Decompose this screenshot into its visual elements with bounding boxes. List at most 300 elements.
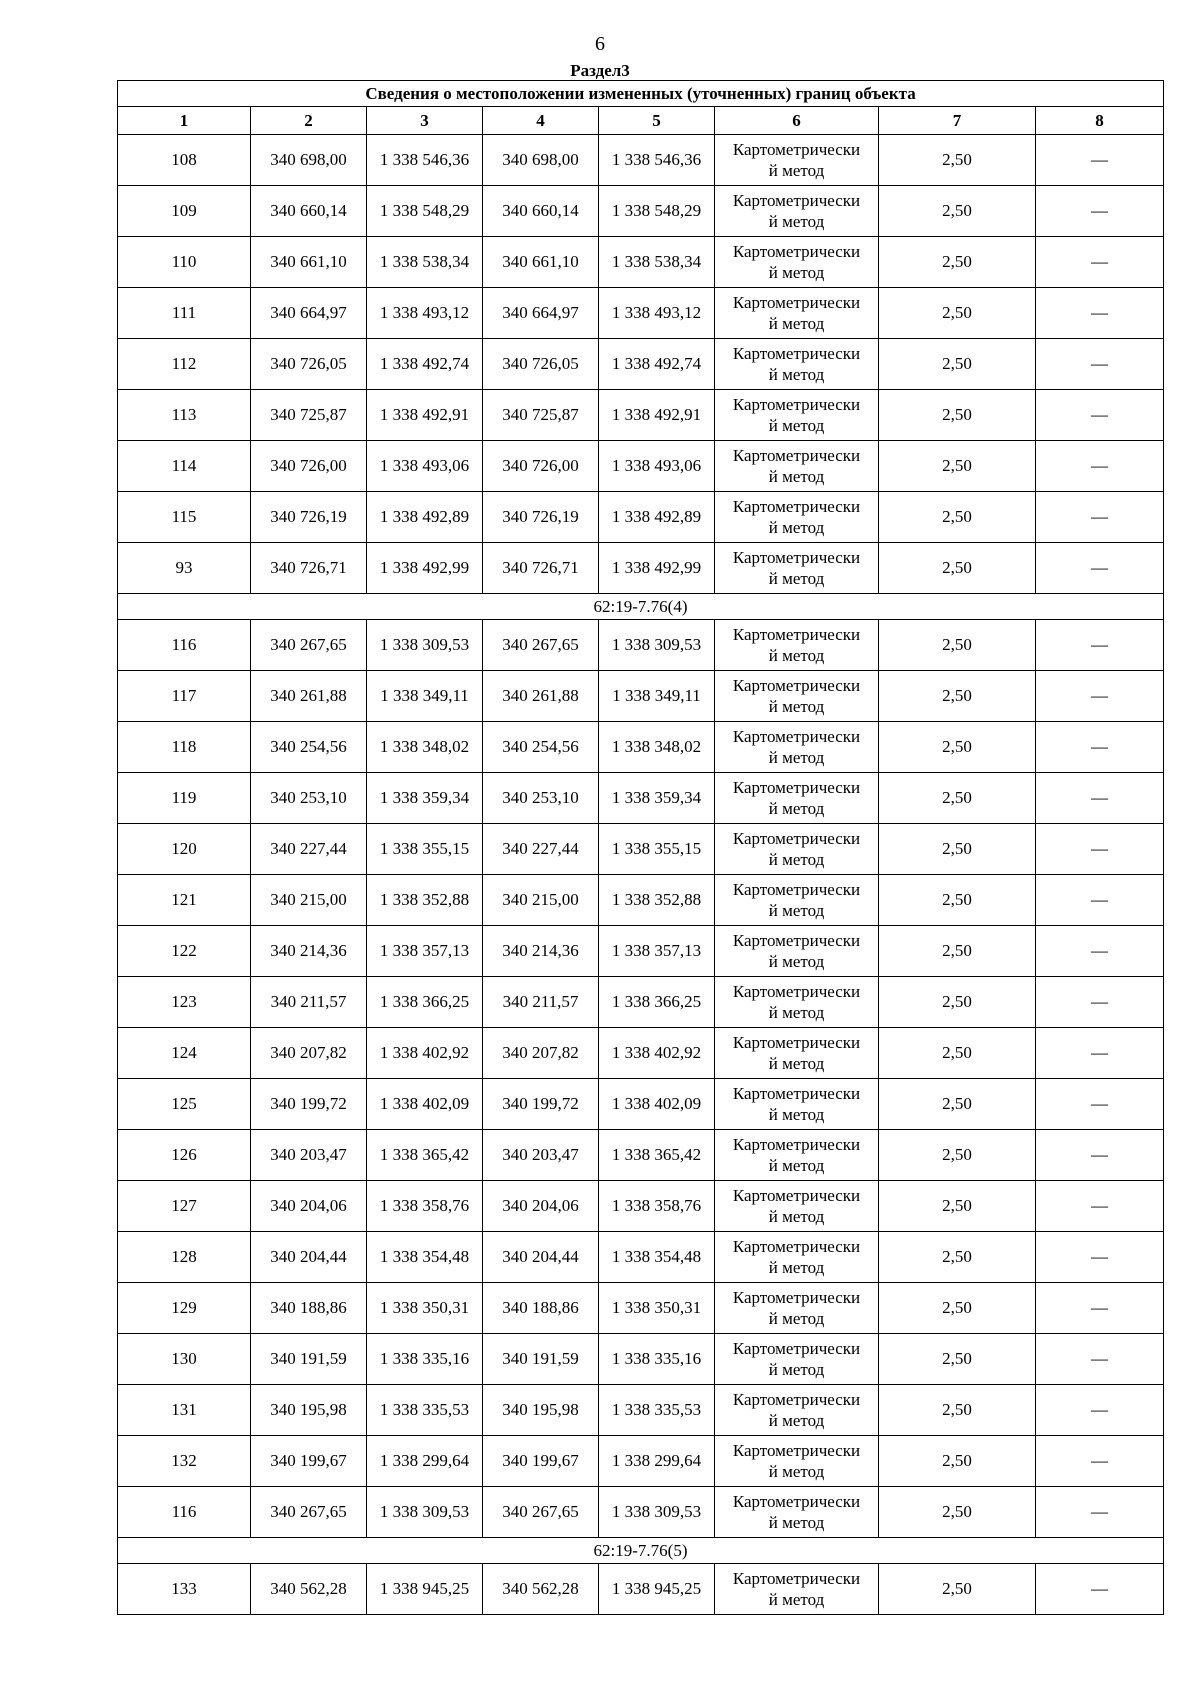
x-coordinate-cell: 340 267,65 [251,1487,367,1538]
y-coordinate-cell: 1 338 945,25 [599,1564,715,1615]
point-number-cell: 113 [118,390,251,441]
table-row [118,339,1164,390]
x-coordinate-cell: 340 562,28 [483,1564,599,1615]
description-cell: — [1036,620,1164,671]
x-coordinate-cell: 340 725,87 [483,390,599,441]
table-row [118,135,1164,186]
x-coordinate-cell: 340 204,44 [251,1232,367,1283]
point-number-cell: 131 [118,1385,251,1436]
accuracy-cell: 2,50 [879,1130,1036,1181]
accuracy-cell: 2,50 [879,620,1036,671]
method-text-line: Картометрически [732,982,861,1001]
coordinates-table [117,80,1164,1615]
description-cell: — [1036,186,1164,237]
point-number-cell: 117 [118,671,251,722]
x-coordinate-cell: 340 726,19 [251,492,367,543]
method-text-line: Картометрически [732,1135,861,1154]
y-coordinate-cell: 1 338 548,29 [599,186,715,237]
x-coordinate-cell: 340 267,65 [251,620,367,671]
point-number-cell: 125 [118,1079,251,1130]
method-text-line: Картометрически [732,1084,861,1103]
y-coordinate-cell: 1 338 546,36 [599,135,715,186]
description-cell: — [1036,441,1164,492]
x-coordinate-cell: 340 726,71 [483,543,599,594]
group-label: 62:19-7.76(5) [118,1538,1164,1564]
x-coordinate-cell: 340 253,10 [483,773,599,824]
y-coordinate-cell: 1 338 348,02 [599,722,715,773]
x-coordinate-cell: 340 726,71 [251,543,367,594]
point-number-cell: 133 [118,1564,251,1615]
x-coordinate-cell: 340 725,87 [251,390,367,441]
y-coordinate-cell: 1 338 402,09 [599,1079,715,1130]
description-cell: — [1036,339,1164,390]
x-coordinate-cell: 340 215,00 [483,875,599,926]
accuracy-cell: 2,50 [879,1487,1036,1538]
description-cell: — [1036,1564,1164,1615]
accuracy-cell: 2,50 [879,875,1036,926]
description-cell: — [1036,824,1164,875]
x-coordinate-cell: 340 253,10 [251,773,367,824]
y-coordinate-cell: 1 338 357,13 [367,926,483,977]
accuracy-cell: 2,50 [879,390,1036,441]
table-row [118,1564,1164,1615]
y-coordinate-cell: 1 338 309,53 [367,1487,483,1538]
x-coordinate-cell: 340 211,57 [483,977,599,1028]
column-header: 4 [483,107,599,135]
x-coordinate-cell: 340 726,05 [251,339,367,390]
method-text-line: й метод [768,1462,825,1481]
group-row [118,594,1164,620]
method-text-line: Картометрически [732,1492,861,1511]
table-row [118,1436,1164,1487]
method-text-line: й метод [768,1156,825,1175]
y-coordinate-cell: 1 338 359,34 [599,773,715,824]
point-number-cell: 109 [118,186,251,237]
method-cell [715,1079,879,1130]
description-cell: — [1036,1130,1164,1181]
x-coordinate-cell: 340 214,36 [251,926,367,977]
method-text-line: Картометрически [732,191,861,210]
point-number-cell: 120 [118,824,251,875]
y-coordinate-cell: 1 338 492,91 [367,390,483,441]
y-coordinate-cell: 1 338 335,16 [367,1334,483,1385]
x-coordinate-cell: 340 698,00 [483,135,599,186]
y-coordinate-cell: 1 338 366,25 [367,977,483,1028]
method-cell [715,543,879,594]
x-coordinate-cell: 340 726,00 [251,441,367,492]
description-cell: — [1036,1283,1164,1334]
method-cell [715,390,879,441]
point-number-cell: 121 [118,875,251,926]
point-number-cell: 108 [118,135,251,186]
y-coordinate-cell: 1 338 299,64 [599,1436,715,1487]
section-title: Раздел3 [570,61,630,80]
description-cell: — [1036,1385,1164,1436]
point-number-cell: 124 [118,1028,251,1079]
x-coordinate-cell: 340 726,00 [483,441,599,492]
column-header: 2 [251,107,367,135]
method-text-line: й метод [768,1590,825,1609]
table-row [118,543,1164,594]
x-coordinate-cell: 340 267,65 [483,620,599,671]
method-text-line: й метод [768,952,825,971]
x-coordinate-cell: 340 191,59 [251,1334,367,1385]
table-row [118,1232,1164,1283]
y-coordinate-cell: 1 338 492,89 [599,492,715,543]
description-cell: — [1036,288,1164,339]
y-coordinate-cell: 1 338 335,53 [599,1385,715,1436]
y-coordinate-cell: 1 338 492,89 [367,492,483,543]
point-number-cell: 110 [118,237,251,288]
point-number-cell: 119 [118,773,251,824]
table-row [118,492,1164,543]
method-cell [715,288,879,339]
y-coordinate-cell: 1 338 309,53 [599,1487,715,1538]
y-coordinate-cell: 1 338 357,13 [599,926,715,977]
method-text-line: й метод [768,467,825,486]
accuracy-cell: 2,50 [879,1079,1036,1130]
group-label: 62:19-7.76(4) [118,594,1164,620]
method-text-line: Картометрически [732,140,861,159]
method-cell [715,1564,879,1615]
y-coordinate-cell: 1 338 355,15 [599,824,715,875]
method-text-line: й метод [768,646,825,665]
method-cell [715,339,879,390]
method-text-line: Картометрически [732,497,861,516]
x-coordinate-cell: 340 664,97 [251,288,367,339]
method-cell [715,1028,879,1079]
method-text-line: й метод [768,1054,825,1073]
x-coordinate-cell: 340 267,65 [483,1487,599,1538]
method-text-line: Картометрически [732,242,861,261]
table-row [118,1181,1164,1232]
page-number: 6 [595,33,605,55]
y-coordinate-cell: 1 338 358,76 [367,1181,483,1232]
x-coordinate-cell: 340 227,44 [483,824,599,875]
method-text-line: Картометрически [732,1339,861,1358]
accuracy-cell: 2,50 [879,1436,1036,1487]
description-cell: — [1036,671,1164,722]
description-cell: — [1036,1334,1164,1385]
y-coordinate-cell: 1 338 492,99 [599,543,715,594]
y-coordinate-cell: 1 338 309,53 [599,620,715,671]
x-coordinate-cell: 340 203,47 [483,1130,599,1181]
y-coordinate-cell: 1 338 350,31 [599,1283,715,1334]
y-coordinate-cell: 1 338 538,34 [599,237,715,288]
point-number-cell: 122 [118,926,251,977]
method-text-line: Картометрически [732,1033,861,1052]
method-text-line: й метод [768,901,825,920]
accuracy-cell: 2,50 [879,441,1036,492]
method-cell [715,977,879,1028]
method-cell [715,441,879,492]
description-cell: — [1036,1436,1164,1487]
x-coordinate-cell: 340 204,06 [483,1181,599,1232]
method-cell [715,237,879,288]
method-text-line: й метод [768,569,825,588]
table-row [118,875,1164,926]
description-cell: — [1036,1232,1164,1283]
method-cell [715,1487,879,1538]
accuracy-cell: 2,50 [879,671,1036,722]
method-cell [715,1436,879,1487]
accuracy-cell: 2,50 [879,1385,1036,1436]
accuracy-cell: 2,50 [879,237,1036,288]
point-number-cell: 116 [118,1487,251,1538]
table-row [118,1130,1164,1181]
y-coordinate-cell: 1 338 358,76 [599,1181,715,1232]
y-coordinate-cell: 1 338 546,36 [367,135,483,186]
table-row [118,977,1164,1028]
y-coordinate-cell: 1 338 365,42 [367,1130,483,1181]
method-text-line: Картометрически [732,676,861,695]
point-number-cell: 116 [118,620,251,671]
method-cell [715,926,879,977]
accuracy-cell: 2,50 [879,492,1036,543]
y-coordinate-cell: 1 338 359,34 [367,773,483,824]
table-caption-row [118,81,1164,107]
table-row [118,773,1164,824]
x-coordinate-cell: 340 726,19 [483,492,599,543]
y-coordinate-cell: 1 338 402,92 [367,1028,483,1079]
table-caption: Сведения о местоположении измененных (уточненных) границ объекта [118,81,1164,107]
point-number-cell: 128 [118,1232,251,1283]
x-coordinate-cell: 340 199,67 [251,1436,367,1487]
column-header: 5 [599,107,715,135]
method-text-line: Картометрически [732,727,861,746]
point-number-cell: 111 [118,288,251,339]
method-text-line: Картометрически [732,1186,861,1205]
x-coordinate-cell: 340 195,98 [251,1385,367,1436]
x-coordinate-cell: 340 203,47 [251,1130,367,1181]
table-body [118,81,1164,1615]
point-number-cell: 126 [118,1130,251,1181]
method-text-line: й метод [768,1258,825,1277]
point-number-cell: 112 [118,339,251,390]
description-cell: — [1036,875,1164,926]
description-cell: — [1036,135,1164,186]
accuracy-cell: 2,50 [879,1564,1036,1615]
description-cell: — [1036,543,1164,594]
method-cell [715,722,879,773]
method-text-line: й метод [768,263,825,282]
method-text-line: й метод [768,1207,825,1226]
method-text-line: й метод [768,799,825,818]
method-text-line: Картометрически [732,931,861,950]
table-row [118,722,1164,773]
accuracy-cell: 2,50 [879,824,1036,875]
x-coordinate-cell: 340 660,14 [483,186,599,237]
accuracy-cell: 2,50 [879,1181,1036,1232]
method-cell [715,1181,879,1232]
x-coordinate-cell: 340 195,98 [483,1385,599,1436]
point-number-cell: 93 [118,543,251,594]
table-row [118,824,1164,875]
method-text-line: й метод [768,212,825,231]
method-text-line: Картометрически [732,1441,861,1460]
description-cell: — [1036,722,1164,773]
table-row [118,288,1164,339]
y-coordinate-cell: 1 338 348,02 [367,722,483,773]
accuracy-cell: 2,50 [879,773,1036,824]
method-text-line: й метод [768,416,825,435]
table-row [118,1334,1164,1385]
table-row [118,1283,1164,1334]
description-cell: — [1036,977,1164,1028]
accuracy-cell: 2,50 [879,135,1036,186]
table-row [118,1385,1164,1436]
description-cell: — [1036,773,1164,824]
x-coordinate-cell: 340 204,06 [251,1181,367,1232]
method-cell [715,135,879,186]
method-text-line: Картометрически [732,1237,861,1256]
accuracy-cell: 2,50 [879,1028,1036,1079]
x-coordinate-cell: 340 661,10 [483,237,599,288]
x-coordinate-cell: 340 188,86 [251,1283,367,1334]
table-row [118,237,1164,288]
column-header: 7 [879,107,1036,135]
y-coordinate-cell: 1 338 355,15 [367,824,483,875]
point-number-cell: 115 [118,492,251,543]
x-coordinate-cell: 340 261,88 [483,671,599,722]
method-text-line: й метод [768,697,825,716]
x-coordinate-cell: 340 254,56 [251,722,367,773]
accuracy-cell: 2,50 [879,926,1036,977]
method-text-line: Картометрически [732,625,861,644]
x-coordinate-cell: 340 199,72 [483,1079,599,1130]
y-coordinate-cell: 1 338 493,06 [367,441,483,492]
method-cell [715,1334,879,1385]
y-coordinate-cell: 1 338 945,25 [367,1564,483,1615]
point-number-cell: 132 [118,1436,251,1487]
x-coordinate-cell: 340 698,00 [251,135,367,186]
x-coordinate-cell: 340 660,14 [251,186,367,237]
description-cell: — [1036,390,1164,441]
point-number-cell: 118 [118,722,251,773]
method-text-line: й метод [768,1309,825,1328]
method-text-line: Картометрически [732,778,861,797]
y-coordinate-cell: 1 338 492,99 [367,543,483,594]
x-coordinate-cell: 340 261,88 [251,671,367,722]
accuracy-cell: 2,50 [879,1334,1036,1385]
description-cell: — [1036,1028,1164,1079]
point-number-cell: 123 [118,977,251,1028]
column-header: 1 [118,107,251,135]
description-cell: — [1036,1181,1164,1232]
method-text-line: Картометрически [732,293,861,312]
x-coordinate-cell: 340 214,36 [483,926,599,977]
y-coordinate-cell: 1 338 492,74 [367,339,483,390]
x-coordinate-cell: 340 562,28 [251,1564,367,1615]
method-cell [715,1283,879,1334]
accuracy-cell: 2,50 [879,722,1036,773]
x-coordinate-cell: 340 211,57 [251,977,367,1028]
y-coordinate-cell: 1 338 492,91 [599,390,715,441]
method-cell [715,1130,879,1181]
method-cell [715,824,879,875]
method-text-line: Картометрически [732,829,861,848]
y-coordinate-cell: 1 338 402,92 [599,1028,715,1079]
accuracy-cell: 2,50 [879,1232,1036,1283]
y-coordinate-cell: 1 338 335,16 [599,1334,715,1385]
method-text-line: Картометрически [732,548,861,567]
method-text-line: Картометрически [732,1569,861,1588]
y-coordinate-cell: 1 338 309,53 [367,620,483,671]
y-coordinate-cell: 1 338 350,31 [367,1283,483,1334]
accuracy-cell: 2,50 [879,288,1036,339]
method-text-line: й метод [768,314,825,333]
x-coordinate-cell: 340 254,56 [483,722,599,773]
y-coordinate-cell: 1 338 352,88 [367,875,483,926]
method-cell [715,1385,879,1436]
group-row [118,1538,1164,1564]
method-text-line: Картометрически [732,344,861,363]
method-text-line: Картометрически [732,880,861,899]
method-text-line: й метод [768,1360,825,1379]
table-row [118,1487,1164,1538]
point-number-cell: 129 [118,1283,251,1334]
method-text-line: й метод [768,748,825,767]
x-coordinate-cell: 340 227,44 [251,824,367,875]
method-text-line: й метод [768,850,825,869]
method-cell [715,1232,879,1283]
accuracy-cell: 2,50 [879,186,1036,237]
y-coordinate-cell: 1 338 299,64 [367,1436,483,1487]
accuracy-cell: 2,50 [879,1283,1036,1334]
column-header: 6 [715,107,879,135]
column-header: 8 [1036,107,1164,135]
method-text-line: Картометрически [732,1390,861,1409]
table-row [118,671,1164,722]
y-coordinate-cell: 1 338 354,48 [367,1232,483,1283]
description-cell: — [1036,1079,1164,1130]
y-coordinate-cell: 1 338 548,29 [367,186,483,237]
table-row [118,390,1164,441]
point-number-cell: 130 [118,1334,251,1385]
y-coordinate-cell: 1 338 335,53 [367,1385,483,1436]
y-coordinate-cell: 1 338 493,06 [599,441,715,492]
y-coordinate-cell: 1 338 366,25 [599,977,715,1028]
table-row [118,1028,1164,1079]
x-coordinate-cell: 340 188,86 [483,1283,599,1334]
table-row [118,1079,1164,1130]
y-coordinate-cell: 1 338 538,34 [367,237,483,288]
method-text-line: й метод [768,1411,825,1430]
table-row [118,620,1164,671]
method-text-line: Картометрически [732,395,861,414]
table-row [118,186,1164,237]
method-cell [715,620,879,671]
x-coordinate-cell: 340 664,97 [483,288,599,339]
accuracy-cell: 2,50 [879,977,1036,1028]
method-text-line: Картометрически [732,1288,861,1307]
x-coordinate-cell: 340 204,44 [483,1232,599,1283]
description-cell: — [1036,237,1164,288]
description-cell: — [1036,926,1164,977]
x-coordinate-cell: 340 207,82 [251,1028,367,1079]
method-cell [715,186,879,237]
method-text-line: й метод [768,1003,825,1022]
column-header: 3 [367,107,483,135]
description-cell: — [1036,1487,1164,1538]
accuracy-cell: 2,50 [879,339,1036,390]
description-cell: — [1036,492,1164,543]
x-coordinate-cell: 340 726,05 [483,339,599,390]
method-cell [715,492,879,543]
x-coordinate-cell: 340 207,82 [483,1028,599,1079]
y-coordinate-cell: 1 338 354,48 [599,1232,715,1283]
method-cell [715,875,879,926]
